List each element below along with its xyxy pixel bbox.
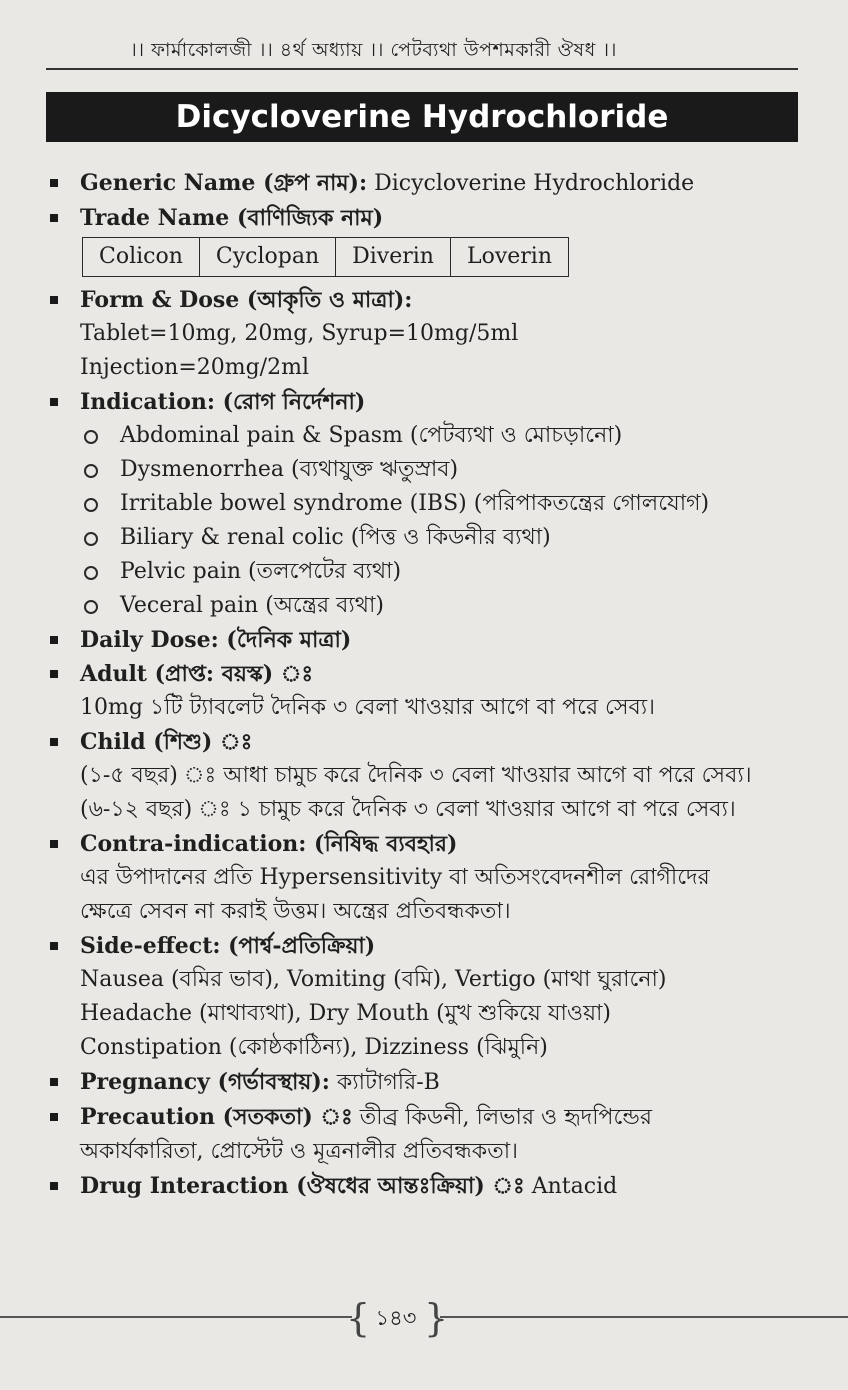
circle-bullet-icon <box>84 566 98 580</box>
side-effect-line: Headache (মাথাব্যথা), Dry Mouth (মুখ শুকিয়ে যাওয়া) <box>80 1001 611 1026</box>
drug-title: Dicycloverine Hydrochloride <box>46 92 798 142</box>
circle-bullet-icon <box>84 464 98 478</box>
bullet-icon <box>50 214 58 222</box>
indication-item <box>80 453 818 487</box>
indication-text: Irritable bowel syndrome (IBS) (পরিপাকতন্ত্রের গোলযোগ) <box>120 491 710 516</box>
bullet-icon <box>50 840 58 848</box>
drug-interaction-entry <box>48 1169 818 1204</box>
indication-entry <box>48 385 818 623</box>
pregnancy-label: Pregnancy (গর্ভাবস্থায়): <box>80 1069 330 1095</box>
daily-dose-label: Daily Dose: (দৈনিক মাত্রা) <box>80 627 352 653</box>
trade-name-cell: Diverin <box>336 238 451 277</box>
contra-indication-entry <box>48 827 818 929</box>
circle-bullet-icon <box>84 532 98 546</box>
bullet-icon <box>50 1078 58 1086</box>
indication-text: Pelvic pain (তলপেটের ব্যথা) <box>120 559 402 584</box>
bullet-icon <box>50 670 58 678</box>
generic-name-label: Generic Name (গ্রুপ নাম): <box>80 170 368 196</box>
trade-name-table <box>82 237 569 277</box>
left-brace-icon: { <box>346 1296 371 1340</box>
running-head: ।। ফার্মাকোলজী ।। ৪র্থ অধ্যায় ।। পেটব্যথা উপশমকারী ঔষধ ।। <box>130 39 617 61</box>
bullet-icon <box>50 738 58 746</box>
trade-name-cell: Loverin <box>450 238 568 277</box>
form-dose-line: Tablet=10mg, 20mg, Syrup=10mg/5ml <box>80 321 519 346</box>
pregnancy-entry <box>48 1065 818 1100</box>
contra-indication-label: Contra-indication: (নিষিদ্ধ ব্যবহার) <box>80 831 458 857</box>
contra-indication-line: ক্ষেত্রে সেবন না করাই উত্তম। অন্ত্রের প্রতিবন্ধকতা। <box>80 899 511 924</box>
bullet-icon <box>50 398 58 406</box>
pregnancy-category: ক্যাটাগরি-B <box>336 1070 440 1095</box>
bullet-icon <box>50 1182 58 1190</box>
trade-name-entry <box>48 201 818 277</box>
indication-text: Veceral pain (অন্ত্রের ব্যথা) <box>120 593 384 618</box>
child-label: Child (শিশু) ঃ <box>80 729 253 755</box>
form-dose-label: Form & Dose (আকৃতি ও মাত্রা): <box>80 287 413 313</box>
bullet-icon <box>50 636 58 644</box>
footer-rule-left <box>0 1316 352 1318</box>
indication-text: Abdominal pain & Spasm (পেটব্যথা ও মোচড়ানো) <box>120 423 623 448</box>
bullet-icon <box>50 1113 58 1121</box>
side-effect-entry <box>48 929 818 1065</box>
page-number: ১৪৩ <box>375 1305 417 1330</box>
indication-item <box>80 487 818 521</box>
bullet-icon <box>50 942 58 950</box>
indication-item <box>80 589 818 623</box>
adult-dose-text: 10mg ১টি ট্যাবলেট দৈনিক ৩ বেলা খাওয়ার আগে বা পরে সেব্য। <box>80 695 655 720</box>
form-dose-entry <box>48 283 818 385</box>
generic-name-value: Dicycloverine Hydrochloride <box>374 171 695 196</box>
side-effect-label: Side-effect: (পার্শ্ব-প্রতিক্রিয়া) <box>80 933 376 959</box>
footer-rule-right <box>440 1316 848 1318</box>
precaution-label: Precaution (সতকতা) ঃ <box>80 1104 353 1130</box>
child-dose-line: (১-৫ বছর) ঃ আধা চামুচ করে দৈনিক ৩ বেলা খাওয়ার আগে বা পরে সেব্য। <box>80 763 752 788</box>
trade-name-cell: Colicon <box>83 238 200 277</box>
trade-name-cell: Cyclopan <box>199 238 335 277</box>
drug-interaction-label: Drug Interaction (ঔষধের আন্তঃক্রিয়া) ঃ <box>80 1173 525 1199</box>
adult-dose-entry <box>48 657 818 725</box>
precaution-text: তীব্র কিডনী, লিভার ও হৃদপিন্ডের <box>359 1105 652 1130</box>
indication-item <box>80 555 818 589</box>
bullet-icon <box>50 179 58 187</box>
circle-bullet-icon <box>84 498 98 512</box>
indication-text: Biliary & renal colic (পিত্ত ও কিডনীর ব্যথা) <box>120 525 551 550</box>
contra-indication-line: এর উপাদানের প্রতি Hypersensitivity বা অতিসংবেদনশীল রোগীদের <box>80 865 710 890</box>
circle-bullet-icon <box>84 600 98 614</box>
indication-text: Dysmenorrhea (ব্যথাযুক্ত ঋতুস্রাব) <box>120 457 459 482</box>
generic-name-entry <box>48 166 818 201</box>
trade-name-label: Trade Name (বাণিজ্যিক নাম) <box>80 205 384 231</box>
side-effect-line: Nausea (বমির ভাব), Vomiting (বমি), Vertigo (মাথা ঘুরানো) <box>80 967 667 992</box>
side-effect-line: Constipation (কোষ্ঠকাঠিন্য), Dizziness (ঝিমুনি) <box>80 1035 548 1060</box>
child-dose-entry <box>48 725 818 827</box>
indication-item <box>80 521 818 555</box>
daily-dose-entry <box>48 623 818 657</box>
indication-label: Indication: (রোগ নির্দেশনা) <box>80 389 366 415</box>
bullet-icon <box>50 296 58 304</box>
circle-bullet-icon <box>84 430 98 444</box>
precaution-text-cont: অকার্যকারিতা, প্রোস্টেট ও মূত্রনালীর প্রতিবন্ধকতা। <box>80 1139 518 1164</box>
right-brace-icon: } <box>424 1296 449 1340</box>
drug-monograph <box>48 166 818 1204</box>
header-rule <box>46 68 798 70</box>
form-dose-line: Injection=20mg/2ml <box>80 355 309 380</box>
adult-label: Adult (প্রাপ্ত: বয়স্ক) ঃ <box>80 661 314 687</box>
child-dose-line: (৬-১২ বছর) ঃ ১ চামুচ করে দৈনিক ৩ বেলা খাওয়ার আগে বা পরে সেব্য। <box>80 797 736 822</box>
indication-item <box>80 419 818 453</box>
precaution-entry <box>48 1100 818 1169</box>
drug-interaction-value: Antacid <box>531 1174 618 1199</box>
